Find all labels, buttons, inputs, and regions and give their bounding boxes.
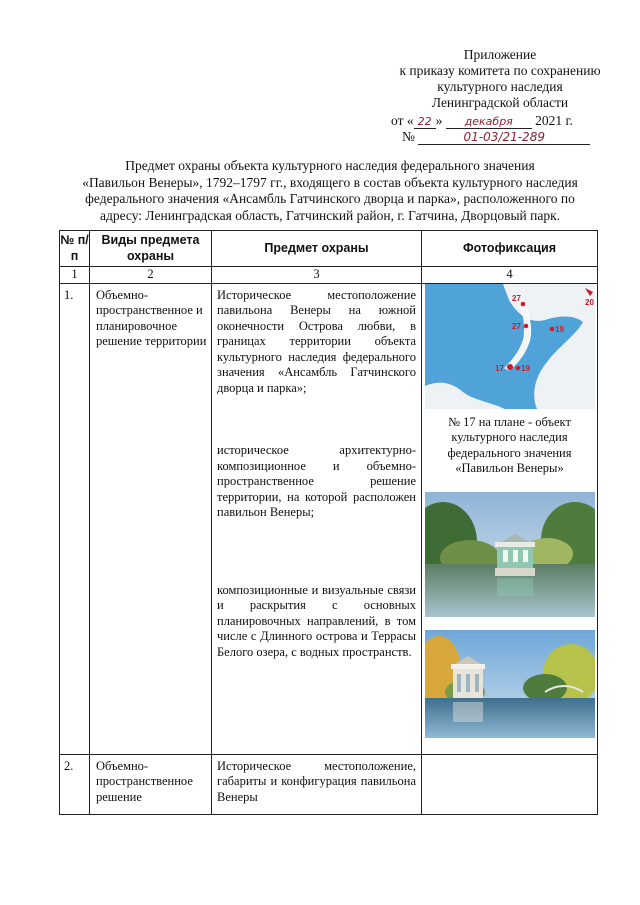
header-subject: Предмет охраны: [212, 231, 422, 267]
row-subject: [212, 283, 422, 754]
order-date: от « 22 » декабря 2021 г.: [391, 113, 573, 128]
date-day: 22: [414, 115, 436, 129]
date-year: 2021 г.: [535, 113, 573, 128]
pavilion-photo-1: [425, 492, 595, 617]
row-photo: [422, 754, 598, 814]
order-number-value: 01-03/21-289: [418, 130, 590, 145]
appendix-line: Ленинградской области: [431, 95, 569, 110]
header-photo: Фотофиксация: [422, 231, 598, 267]
row-subject: [212, 754, 422, 814]
table-row: [60, 754, 598, 814]
appendix-line: к приказу комитета по сохранению: [399, 63, 601, 78]
order-number: № 01-03/21-289: [402, 129, 590, 145]
table-header-row: [60, 231, 598, 267]
document-title: Предмет охраны объекта культурного наследия федерального значения «Павильон Венеры», 1792–1797 гг., входящего в состав объекта культурного наследия федерального значения «Ансамбль Гатчинского дворца и парка», расположенного по адресу: Ленинградская область, Гатчинский район, г. Гатчина, Дворцовый парк.: [82, 158, 578, 223]
header-number: № п/п: [60, 231, 90, 267]
map-label: 17: [494, 363, 504, 373]
subject-item: композиционные и визуальные связи и раскрытия с основных планировочных направлений, в том числе с Длинного острова и Террасы Белого озера, с водных пространств.: [217, 582, 416, 659]
header-kind: Виды предмета охраны: [90, 231, 212, 267]
table-index-row: 1 2 3 4: [60, 267, 598, 284]
site-plan-map: [425, 284, 595, 409]
map-caption: № 17 на плане - объект культурного наследия федерального значения «Павильон Венеры»: [447, 414, 572, 475]
subject-item: Историческое местоположение павильона Венеры на южной оконечности Острова любви, в границах территории объекта культурного наследия федерального значения «Ансамбль Гатчинского дворца и парка»;: [217, 287, 416, 395]
map-label: 19: [520, 363, 530, 373]
subject-item: историческое архитектурно-композиционное и объемно-пространственное решение территории, на которой расположен павильон Венеры;: [217, 443, 416, 519]
appendix-line: культурного наследия: [437, 79, 563, 94]
row-photo: [422, 283, 598, 754]
row-kind: Объемно-пространственное и планировочное решение территории: [90, 283, 212, 754]
subject-item: Историческое местоположение, габариты и конфигурация павильона Венеры: [217, 758, 416, 804]
date-month: декабря: [446, 115, 532, 129]
map-label: 27: [511, 321, 521, 331]
appendix-line: Приложение: [463, 47, 537, 62]
map-label: 27: [511, 293, 521, 303]
row-number: 2.: [60, 754, 90, 814]
map-label: 19: [554, 324, 564, 334]
row-kind: Объемно-пространственное решение: [90, 754, 212, 814]
row-number: 1.: [60, 283, 90, 754]
map-label: 20: [584, 297, 594, 307]
pavilion-photo-2: [425, 630, 595, 738]
table-row: [60, 283, 598, 754]
protection-table: [59, 230, 598, 815]
appendix-block: [380, 47, 620, 111]
